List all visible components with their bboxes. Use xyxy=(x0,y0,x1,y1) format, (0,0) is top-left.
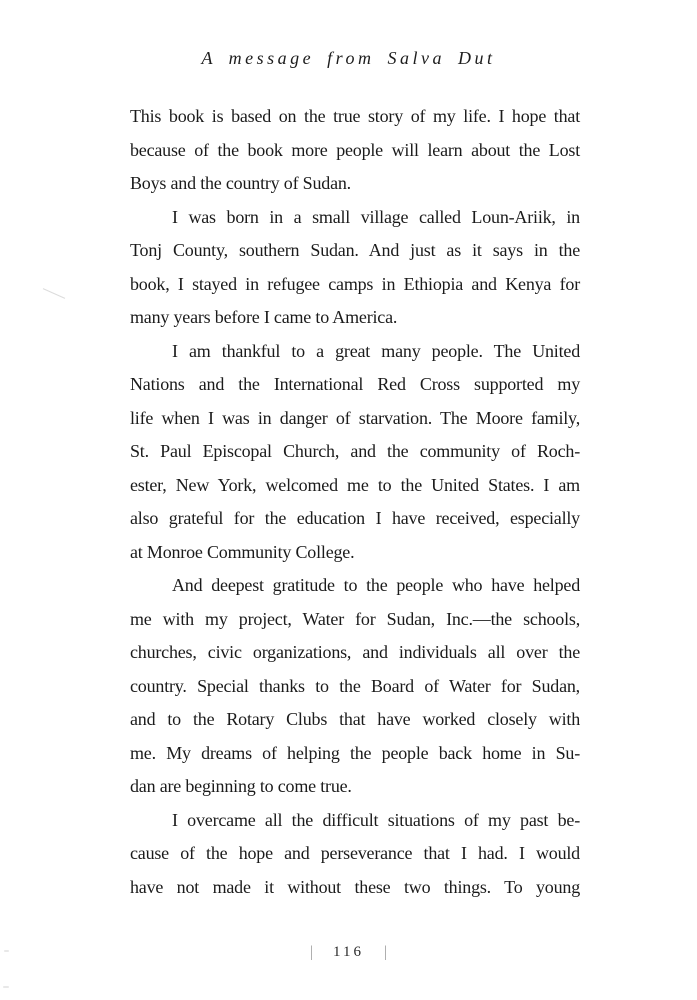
page-number: 116 xyxy=(333,944,364,960)
text-line: St. Paul Episcopal Church, and the community of Roch- xyxy=(130,441,580,461)
text-line: and to the Rotary Clubs that have worked closely with xyxy=(130,709,580,729)
text-line: cause of the hope and perseverance that I had. I would xyxy=(130,843,580,863)
text-line: me. My dreams of helping the people back home in Su- xyxy=(130,742,580,763)
text-line: book, I stayed in refugee camps in Ethiopia and Kenya for xyxy=(130,273,580,294)
text-line: country. Special thanks to the Board of Water for Sudan, xyxy=(130,675,580,696)
text-line: I am thankful to a great many people. The United xyxy=(172,340,580,361)
text-line: Tonj County, southern Sudan. And just as it says in the xyxy=(130,240,580,260)
footer-left-bar: | xyxy=(310,943,314,961)
text-line: Nations and the International Red Cross supported my xyxy=(130,374,580,394)
text-line: because of the book more people will learn about the Lost xyxy=(130,139,580,160)
page-footer xyxy=(0,944,697,961)
paragraph xyxy=(130,569,580,804)
footer-right-bar: | xyxy=(383,943,387,961)
paragraph xyxy=(130,335,580,570)
paragraph xyxy=(130,804,580,905)
text-line: have not made it without these two things. To young xyxy=(130,876,580,897)
scan-artifact xyxy=(3,986,9,988)
text-line: churches, civic organizations, and individuals all over the xyxy=(130,642,580,662)
paragraph xyxy=(130,100,580,201)
text-line: many years before I came to America. xyxy=(130,307,398,327)
page-body xyxy=(130,100,580,904)
text-line: me with my project, Water for Sudan, Inc.—the schools, xyxy=(130,608,580,629)
text-line: also grateful for the education I have received, especially xyxy=(130,508,580,528)
paragraph xyxy=(130,201,580,335)
text-line: I overcame all the difficult situations of my past be- xyxy=(172,809,580,830)
text-line: Boys and the country of Sudan. xyxy=(130,173,351,193)
scan-artifact xyxy=(43,288,65,299)
text-line: ester, New York, welcomed me to the United States. I am xyxy=(130,474,580,495)
text-line: dan are beginning to come true. xyxy=(130,776,352,796)
text-line: I was born in a small village called Loun-Ariik, in xyxy=(172,206,580,227)
page-header: A message from Salva Dut xyxy=(201,48,496,68)
text-line: at Monroe Community College. xyxy=(130,541,355,562)
text-line: And deepest gratitude to the people who have helped xyxy=(172,575,580,595)
scan-artifact xyxy=(4,950,9,952)
text-line: This book is based on the true story of my life. I hope that xyxy=(130,106,580,126)
text-line: life when I was in danger of starvation. The Moore family, xyxy=(130,407,580,428)
